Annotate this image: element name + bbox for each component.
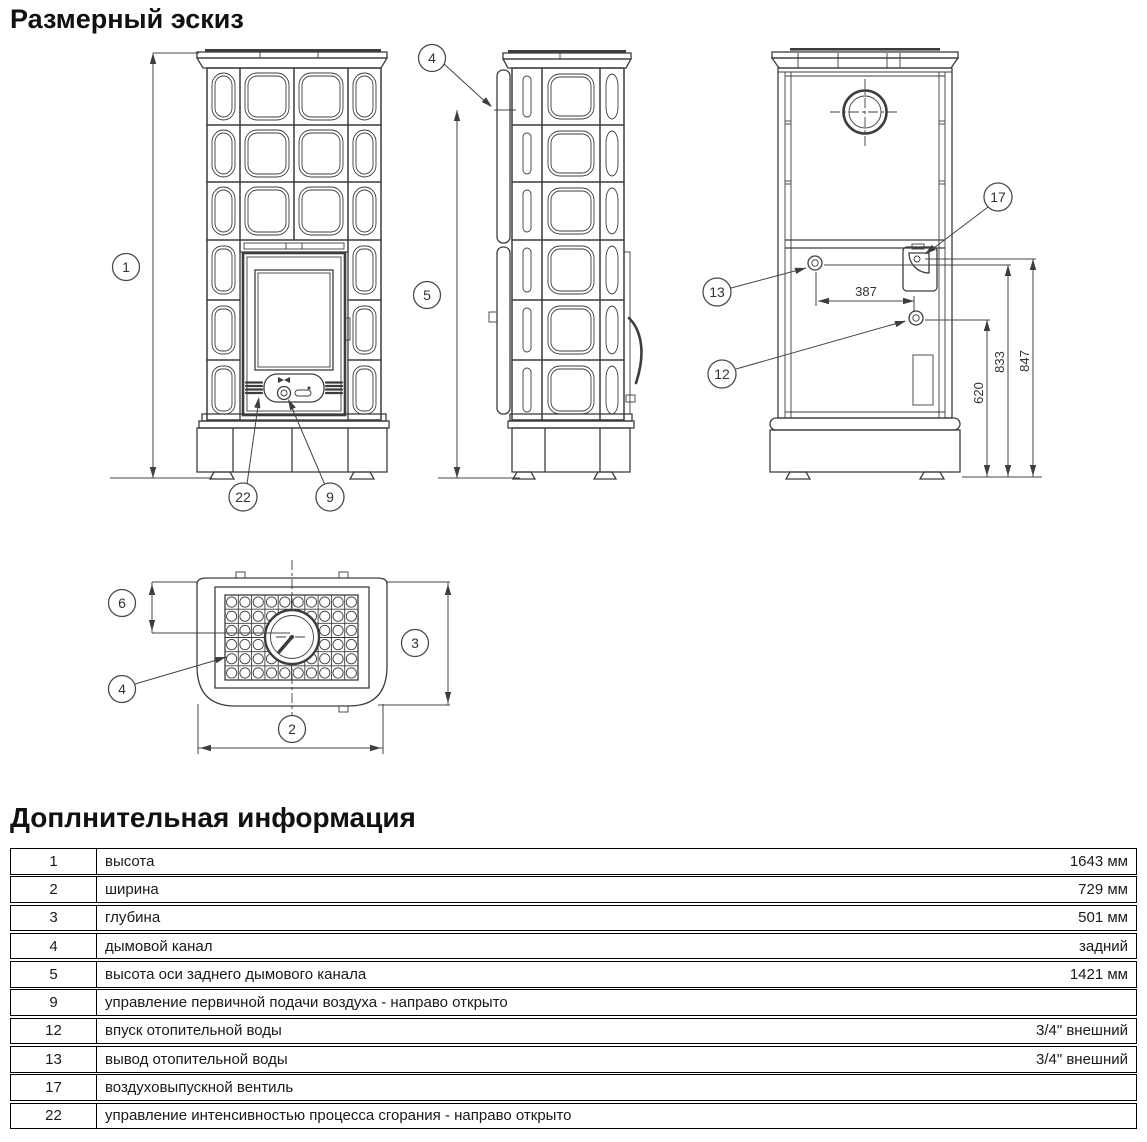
svg-text:833: 833 xyxy=(992,351,1007,373)
leader-17 xyxy=(926,207,988,254)
callout-6 xyxy=(109,590,136,617)
front-tiles-upper xyxy=(207,68,381,240)
air-control-knob xyxy=(278,387,291,400)
table-row xyxy=(10,989,1137,1016)
svg-text:3: 3 xyxy=(411,635,419,651)
table-row xyxy=(10,933,1137,960)
callout-17 xyxy=(984,183,1012,211)
table-row xyxy=(10,961,1137,988)
svg-text:6: 6 xyxy=(118,595,126,611)
callout-2 xyxy=(279,716,306,743)
row-description: вывод отопительной воды xyxy=(105,1050,288,1068)
back-access-panel xyxy=(913,355,933,405)
row-number: 2 xyxy=(11,877,97,902)
control-panel xyxy=(246,374,342,402)
svg-text:5: 5 xyxy=(423,287,431,303)
info-table xyxy=(10,848,1137,1129)
door-handle xyxy=(629,318,641,383)
row-value: 3/4" внешний xyxy=(1035,1050,1128,1068)
svg-text:1: 1 xyxy=(122,259,130,275)
callout-9 xyxy=(316,483,344,511)
back-base xyxy=(770,418,960,479)
row-value xyxy=(1128,1104,1136,1129)
row-number: 17 xyxy=(11,1075,97,1100)
row-number: 13 xyxy=(11,1047,97,1072)
row-description: дымовой канал xyxy=(105,937,213,955)
row-description: впуск отопительной воды xyxy=(105,1022,282,1040)
row-number: 4 xyxy=(11,934,97,959)
table-row xyxy=(10,848,1137,875)
row-description: воздуховыпускной вентиль xyxy=(105,1079,294,1097)
top-view xyxy=(109,560,451,754)
front-tiles-right xyxy=(348,240,381,420)
svg-text:4: 4 xyxy=(428,50,436,66)
row-value xyxy=(1128,990,1136,1015)
leader-12 xyxy=(736,321,905,369)
fitting-spacing-dimension xyxy=(816,272,914,312)
callout-3 xyxy=(402,630,429,657)
front-tiles-left xyxy=(207,240,240,420)
svg-text:13: 13 xyxy=(709,284,725,300)
row-description: высота xyxy=(105,852,155,870)
row-description: ширина xyxy=(105,881,159,899)
callout-22 xyxy=(229,483,257,511)
water-outlet-fitting xyxy=(808,256,822,270)
table-row xyxy=(10,1074,1137,1101)
door-latch xyxy=(626,395,635,402)
row-value: 3/4" внешний xyxy=(1035,1022,1128,1040)
row-value: 1643 мм xyxy=(1069,852,1128,870)
front-foot-left xyxy=(210,472,234,479)
front-base xyxy=(197,414,389,479)
top-flue-collar xyxy=(265,610,319,664)
sketch-heading: Размерный эскиз xyxy=(10,4,244,34)
back-foot-right xyxy=(920,472,944,479)
back-cornice xyxy=(772,48,958,68)
leader-4 xyxy=(444,64,490,106)
row-value: 501 мм xyxy=(1078,909,1128,927)
row-value: 1421 мм xyxy=(1069,965,1128,983)
callout-4-top xyxy=(109,676,136,703)
row-number: 5 xyxy=(11,962,97,987)
damper-tab xyxy=(489,312,497,322)
row-value xyxy=(1128,1075,1136,1100)
front-foot-right xyxy=(350,472,374,479)
info-heading: Доплнительная информация xyxy=(10,802,416,833)
svg-text:12: 12 xyxy=(714,366,730,382)
side-foot-right xyxy=(594,472,616,479)
combustion-slider xyxy=(295,390,311,396)
svg-text:22: 22 xyxy=(235,489,251,505)
row-description: глубина xyxy=(105,909,161,927)
front-view xyxy=(110,49,389,511)
side-body xyxy=(512,68,624,420)
door-lintel xyxy=(240,240,348,252)
row-number: 12 xyxy=(11,1019,97,1044)
flue-outlet-circle xyxy=(830,79,900,146)
row-value: 729 мм xyxy=(1078,881,1128,899)
table-row xyxy=(10,1103,1137,1130)
vent-grille-left xyxy=(246,383,262,394)
svg-text:17: 17 xyxy=(990,189,1006,205)
row-description: высота оси заднего дымового канала xyxy=(105,965,367,983)
front-cornice xyxy=(197,49,387,68)
back-foot-left xyxy=(786,472,810,479)
side-tiles-slot-column xyxy=(512,68,542,420)
side-tiles-main xyxy=(542,68,624,420)
svg-text:9: 9 xyxy=(326,489,334,505)
row-description: управление интенсивностью процесса сгорания - направо открыто xyxy=(105,1107,572,1125)
table-row xyxy=(10,876,1137,903)
svg-text:847: 847 xyxy=(1017,350,1032,372)
row-number: 9 xyxy=(11,990,97,1015)
side-view xyxy=(414,45,642,480)
leader-13 xyxy=(731,268,806,288)
leader-4-top xyxy=(135,657,227,684)
svg-text:620: 620 xyxy=(971,382,986,404)
callout-4 xyxy=(419,45,446,72)
row-value: задний xyxy=(1078,937,1128,955)
water-inlet-fitting xyxy=(909,311,923,325)
table-row xyxy=(10,1018,1137,1045)
leader-22 xyxy=(247,399,259,484)
svg-text:2: 2 xyxy=(288,721,296,737)
callout-13 xyxy=(703,278,731,306)
callout-12 xyxy=(708,360,736,388)
svg-text:387: 387 xyxy=(855,284,877,299)
callout-5 xyxy=(414,282,441,309)
back-view xyxy=(703,48,1042,479)
door-side-profile xyxy=(624,252,630,414)
table-row xyxy=(10,1046,1137,1073)
svg-text:4: 4 xyxy=(118,681,126,697)
callout-1 xyxy=(113,254,140,281)
row-description: управление первичной подачи воздуха - направо открыто xyxy=(105,994,508,1012)
table-row xyxy=(10,905,1137,932)
row-number: 3 xyxy=(11,906,97,931)
row-number: 1 xyxy=(11,849,97,874)
side-cornice xyxy=(503,50,631,68)
rear-flue-channel xyxy=(497,70,510,243)
row-number: 22 xyxy=(11,1104,97,1129)
vent-grille-right xyxy=(326,383,342,394)
door-glass xyxy=(255,270,333,370)
side-base xyxy=(508,414,634,479)
